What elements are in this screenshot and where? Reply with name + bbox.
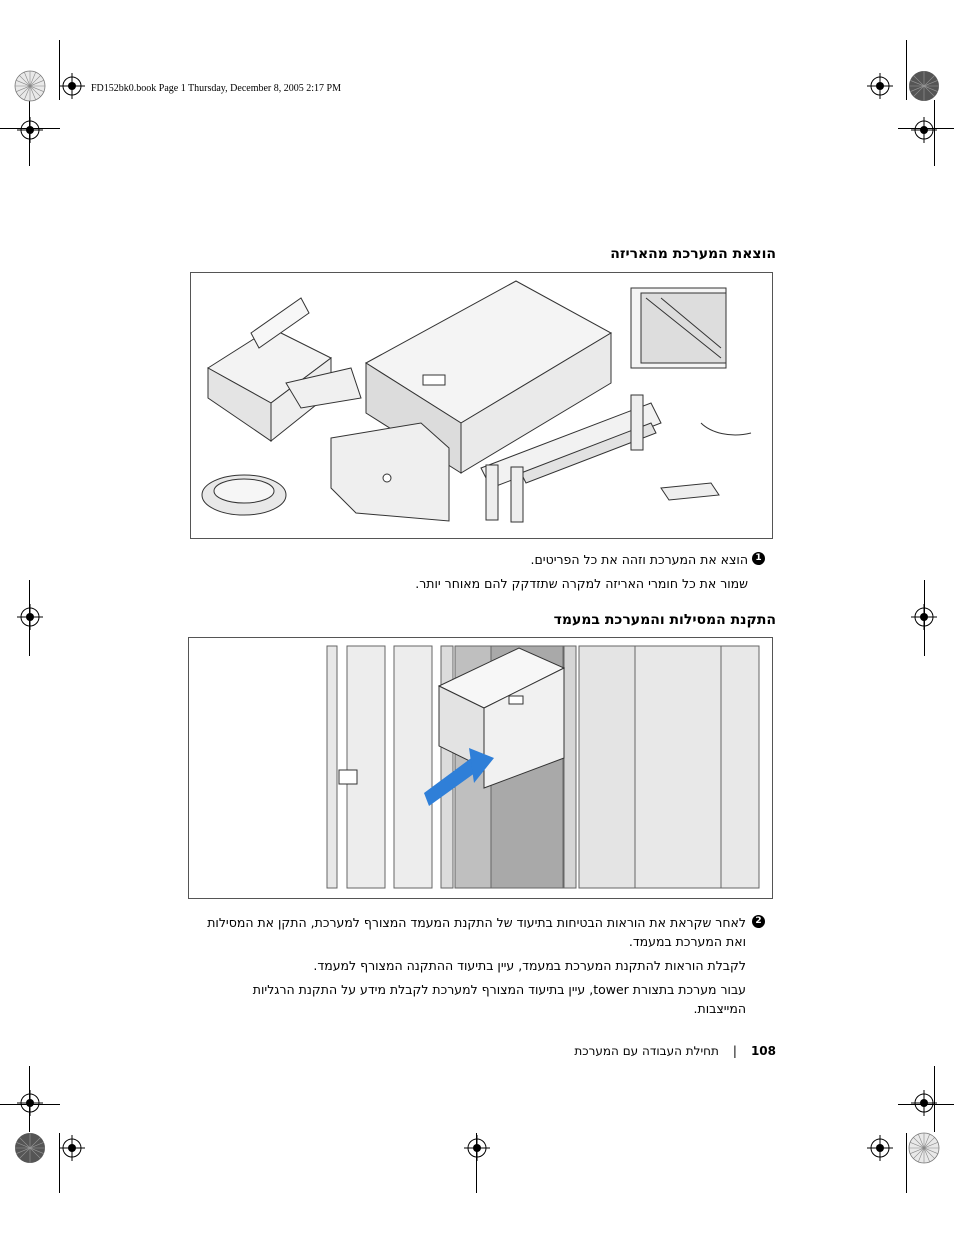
unpacking-figure xyxy=(190,272,773,539)
step-2-line-1: לאחר שקראת את הוראות הבטיחות בתיעוד של התקנת המעמד המצורף למערכת, התקן את המסילות ואת המערכת במעמד. xyxy=(207,915,746,949)
unpacking-illustration xyxy=(191,273,772,538)
book-slug: FD152bk0.book Page 1 Thursday, December 8, 2005 2:17 PM xyxy=(91,83,341,94)
chapter-title: תחילת העבודה עם המערכת xyxy=(574,1044,719,1058)
step-number-badge: 1 xyxy=(752,552,765,565)
step-number-badge: 2 xyxy=(752,915,765,928)
step-2-line-3: עבור מערכת בתצורת tower, עיין בתיעוד המצורף למערכת לקבלת מידע על התקנת הרגליות המייצבות. xyxy=(252,982,746,1016)
step-2-line-2: לקבלת הוראות להתקנת המערכת במעמד, עיין בתיעוד ההתקנה המצורף למעמד. xyxy=(313,958,746,973)
page-number: 108 xyxy=(750,1044,776,1058)
section-heading-rack-install: התקנת המסילות והמערכת במעמד xyxy=(553,612,776,628)
step-1-line-2: שמור את כל חומרי האריזה למקרה שתזדקק להם מאוחר יותר. xyxy=(415,576,748,591)
section-heading-unpacking: הוצאת המערכת מהאריזה xyxy=(610,246,776,262)
step-1-line-1: הוצא את המערכת וזהה את כל הפריטים. xyxy=(530,552,748,567)
page-footer xyxy=(574,1044,776,1058)
footer-separator: | xyxy=(732,1044,737,1058)
step-1-text xyxy=(208,550,748,593)
rack-install-figure xyxy=(188,637,773,899)
rack-illustration xyxy=(189,638,772,898)
step-2-text xyxy=(206,913,746,1018)
